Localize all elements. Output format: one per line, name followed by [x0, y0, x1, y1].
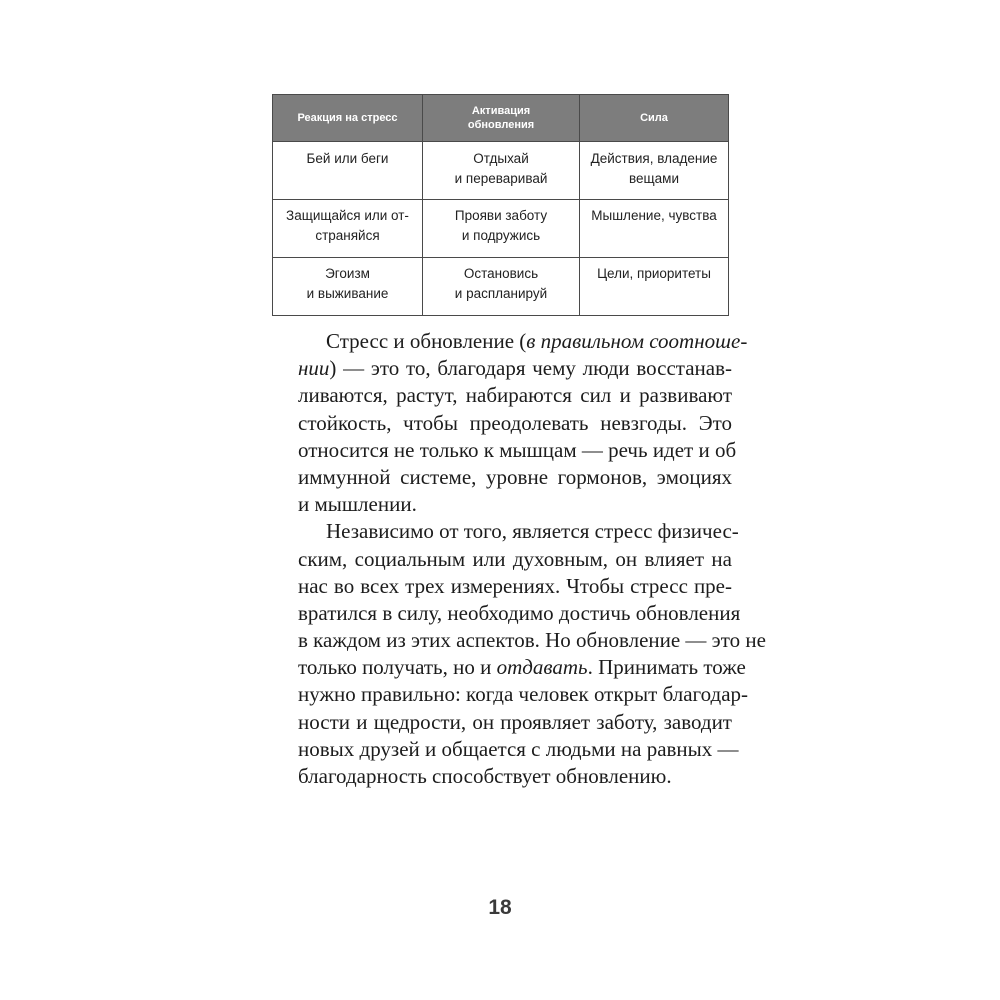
- text-line: в каждом из этих аспектов. Но обновление — это не: [298, 628, 766, 653]
- table-cell: Отдыхай и переваривай: [423, 142, 580, 200]
- text-line: ности и щедрости, он проявляет заботу, заводит: [298, 709, 732, 734]
- table-cell: Защищайся или от- страняйся: [273, 200, 423, 258]
- header-renewal-activation: Активация обновления: [423, 95, 580, 142]
- text-line: ским, социальным или духовным, он влияет на: [298, 546, 732, 571]
- paragraph-stress-renewal: [270, 328, 748, 518]
- table-cell: Цели, приоритеты: [580, 258, 729, 316]
- text-line: благодарность способствует обновлению.: [298, 764, 672, 788]
- header-strength: Сила: [580, 95, 729, 142]
- text-line: нас во всех трех измерениях. Чтобы стресс пре-: [298, 573, 732, 598]
- table-cell: Остановись и распланируй: [423, 258, 580, 316]
- text-line: Стресс и обновление (в правильном соотноше-: [326, 329, 748, 353]
- table-cell: Бей или беги: [273, 142, 423, 200]
- table-cell: Мышление, чувства: [580, 200, 729, 258]
- italic-phrase: в правильном соотноше-: [526, 329, 748, 353]
- table-cell: Прояви заботу и подружись: [423, 200, 580, 258]
- text-line: стойкость, чтобы преодолевать невзгоды. Это: [298, 410, 732, 435]
- text-line: новых друзей и общается с людьми на равных —: [298, 736, 739, 761]
- text-line: только получать, но и отдавать. Принимать тоже: [298, 655, 746, 680]
- text-line: иммунной системе, уровне гормонов, эмоциях: [298, 464, 732, 489]
- table-cell: Эгоизм и выживание: [273, 258, 423, 316]
- italic-phrase: нии: [298, 356, 330, 381]
- stress-response-table: [272, 94, 729, 316]
- text-line: вратился в силу, необходимо достичь обновления: [298, 600, 741, 625]
- table-row: [273, 258, 729, 316]
- table-row: [273, 142, 729, 200]
- text-line: Независимо от того, является стресс физичес-: [326, 519, 739, 544]
- paragraph-stress-dimensions: [270, 518, 766, 790]
- text-line: нии) — это то, благодаря чему люди восстанав-: [298, 356, 732, 381]
- table-cell: Действия, владение вещами: [580, 142, 729, 200]
- text-line: ливаются, растут, набираются сил и развивают: [298, 383, 732, 408]
- body-text: [270, 328, 766, 790]
- table-row: [273, 200, 729, 258]
- header-stress-reaction: Реакция на стресс: [273, 95, 423, 142]
- italic-word: отдавать: [496, 655, 588, 680]
- text-line: относится не только к мышцам — речь идет и об: [298, 437, 737, 462]
- text-line: нужно правильно: когда человек открыт благодар-: [298, 682, 749, 707]
- table-header-row: [273, 95, 729, 142]
- text-line: и мышлении.: [298, 492, 417, 517]
- page-number: 18: [488, 896, 512, 919]
